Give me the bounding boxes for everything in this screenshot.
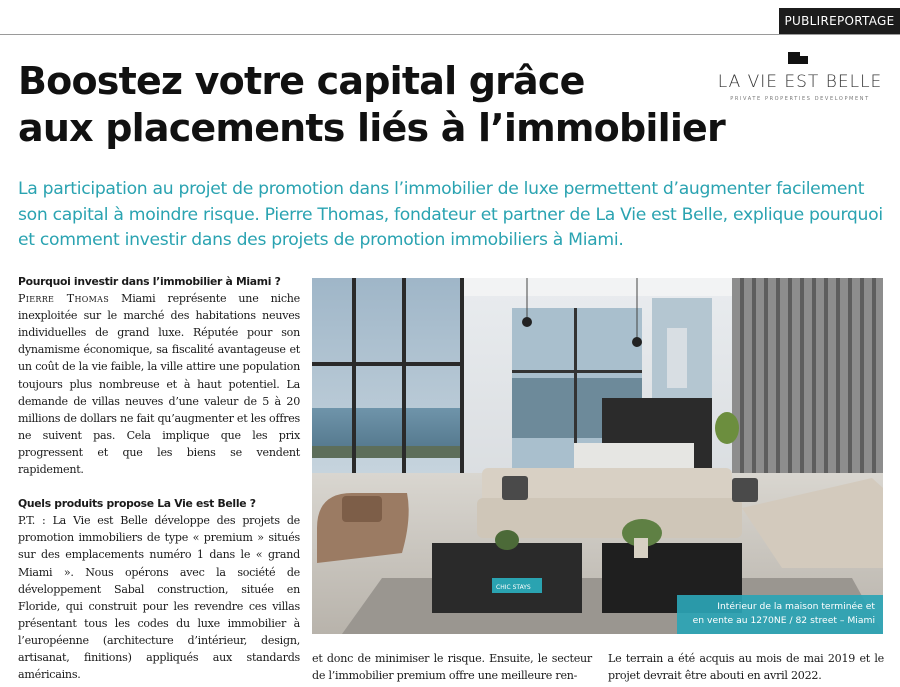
photo-book-text: CHIC STAYS (496, 584, 531, 591)
answer-2: P.T. : La Vie est Belle développe des projets de promotion immobiliers de type « premium » situés sur des emplacements numéro 1 dans le « grand Miami ». Nous opérons avec la société de développement Sabal construction, située en Floride, qui construit pour les revendre ces villas présentant tous les codes du luxe immobilier à l’européenne (architecture d’intérieur, design, artisanat, finitions) appliqués aux standards américains. (18, 514, 300, 682)
logo-title: LA VIE EST BELLE (717, 72, 883, 92)
answer-1-text: Miami représente une niche inexploitée sur le marché des habitations neuves individuelles de grand luxe. Réputée pour son dynamisme économique, sa fiscalité avantageuse et un coût de la vie faible, la ville attire une population toujours plus nombreuse et à haut potentiel. La demande de villas neuves d’une valeur de 5 à 20 millions de dollars ne fait qu’augmenter et les offres ne suivent pas. Cela implique que les prix progressent et que les biens se vendent rapidement. (18, 292, 301, 477)
publireportage-tag: PUBLIREPORTAGE (779, 8, 900, 34)
logo-mark-icon (788, 52, 810, 64)
article-title (18, 58, 758, 152)
answer-1-name: Pierre Thomas (18, 292, 109, 306)
interior-photo (312, 278, 883, 634)
question-2: Quels produits propose La Vie est Belle ? (18, 497, 256, 511)
header-rule (0, 34, 900, 35)
column-3 (608, 650, 884, 684)
column-2 (312, 650, 592, 684)
logo-subtitle: PRIVATE PROPERTIES DEVELOPMENT (730, 96, 870, 102)
answer-1 (18, 290, 300, 478)
column-1 (18, 273, 300, 683)
column-3-text: Le terrain a été acquis au mois de mai 2019 et le projet devrait être abouti en avril 2022. (608, 652, 884, 683)
caption-line-2: en vente au 1270NE / 82 street – Miami (692, 614, 875, 626)
article-lead: La participation au projet de promotion dans l’immobilier de luxe permettent d’augmenter facilement son capital à moindre risque. Pierre Thomas, fondateur et partner de La Vie est Belle, explique pourquoi et comment investir dans des projets de promotion immobiliers à Miami. (18, 179, 883, 250)
caption-line-1: Intérieur de la maison terminée et (717, 601, 875, 612)
photo-caption (677, 595, 883, 634)
title-line-1: Boostez votre capital grâce (18, 59, 585, 103)
column-2-text: et donc de minimiser le risque. Ensuite, le secteur de l’immobilier premium offre une meilleure ren- (312, 652, 592, 683)
title-line-2: aux placements liés à l’immobilier (18, 106, 725, 150)
question-1: Pourquoi investir dans l’immobilier à Miami ? (18, 275, 281, 288)
